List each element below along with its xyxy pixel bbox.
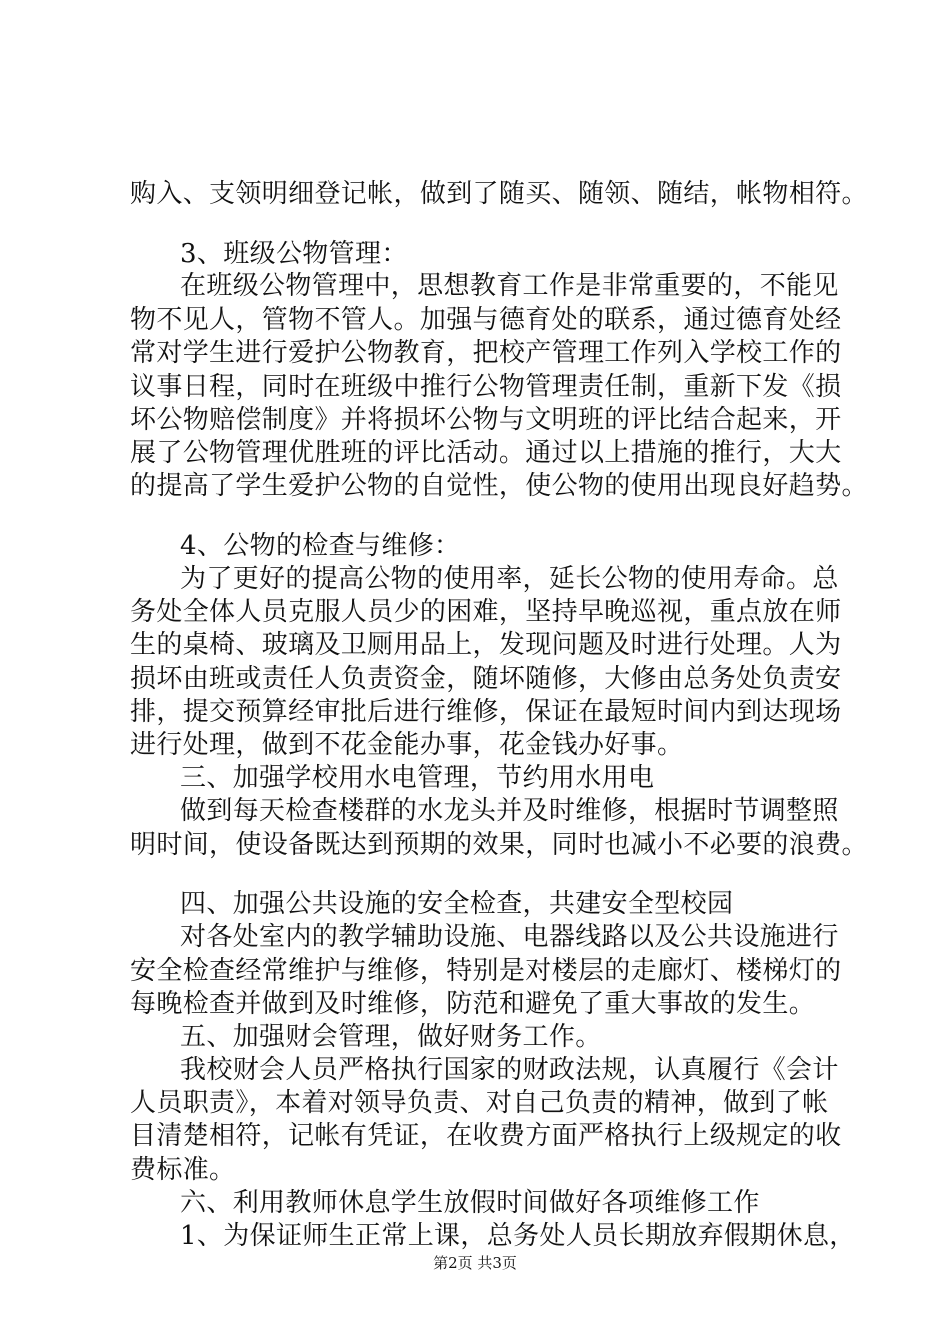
text-line: 人员职责》，本着对领导负责、对自己负责的精神，做到了帐 <box>130 1088 829 1118</box>
text-line: 议事日程，同时在班级中推行公物管理责任制，重新下发《损 <box>130 372 842 402</box>
text-line: 坏公物赔偿制度》并将损坏公物与文明班的评比结合起来，开 <box>130 405 842 435</box>
section-heading: 三、加强学校用水电管理，节约用水用电 <box>180 763 655 793</box>
text-line: 损坏由班或责任人负责资金，随坏随修，大修由总务处负责安 <box>130 664 842 694</box>
page-number-footer: 第2页 共3页 <box>433 1254 517 1272</box>
text-line: 展了公物管理优胜班的评比活动。通过以上措施的推行，大大 <box>130 438 842 468</box>
text-line: 物不见人，管物不管人。加强与德育处的联系，通过德育处经 <box>130 305 842 335</box>
text-line: 目清楚相符，记帐有凭证，在收费方面严格执行上级规定的收 <box>130 1121 842 1151</box>
text-line: 务处全体人员克服人员少的困难，坚持早晚巡视，重点放在师 <box>130 597 842 627</box>
text-line: 的提高了学生爱护公物的自觉性，使公物的使用出现良好趋势。 <box>130 471 868 501</box>
text-line: 安全检查经常维护与维修，特别是对楼层的走廊灯、楼梯灯的 <box>130 956 842 986</box>
text-line: 购入、支领明细登记帐，做到了随买、随领、随结，帐物相符。 <box>130 179 868 209</box>
text-line: 做到每天检查楼群的水龙头并及时维修，根据时节调整照 <box>180 796 839 826</box>
text-line: 明时间，使设备既达到预期的效果，同时也减小不必要的浪费。 <box>130 830 868 860</box>
section-heading: 4、公物的检查与维修： <box>180 531 461 561</box>
text-line: 对各处室内的教学辅助设施、电器线路以及公共设施进行 <box>180 922 839 952</box>
text-line: 排，提交预算经审批后进行维修，保证在最短时间内到达现场 <box>130 697 842 727</box>
section-heading: 3、班级公物管理： <box>180 239 408 269</box>
text-line: 1、为保证师生正常上课，总务处人员长期放弃假期休息， <box>180 1221 856 1251</box>
section-heading: 四、加强公共设施的安全检查，共建安全型校园 <box>180 889 734 919</box>
text-line: 进行处理，做到不花金能办事，花金钱办好事。 <box>130 730 684 760</box>
text-line: 为了更好的提高公物的使用率，延长公物的使用寿命。总 <box>180 564 839 594</box>
text-line: 费标准。 <box>130 1155 236 1185</box>
text-line: 生的桌椅、玻璃及卫厕用品上，发现问题及时进行处理。人为 <box>130 630 842 660</box>
text-line: 每晚检查并做到及时维修，防范和避免了重大事故的发生。 <box>130 989 816 1019</box>
section-heading: 五、加强财会管理，做好财务工作。 <box>180 1022 602 1052</box>
section-heading: 六、利用教师休息学生放假时间做好各项维修工作 <box>180 1188 760 1218</box>
text-line: 在班级公物管理中，思想教育工作是非常重要的，不能见 <box>180 271 839 301</box>
text-line: 我校财会人员严格执行国家的财政法规，认真履行《会计 <box>180 1055 839 1085</box>
text-line: 常对学生进行爱护公物教育，把校产管理工作列入学校工作的 <box>130 338 842 368</box>
